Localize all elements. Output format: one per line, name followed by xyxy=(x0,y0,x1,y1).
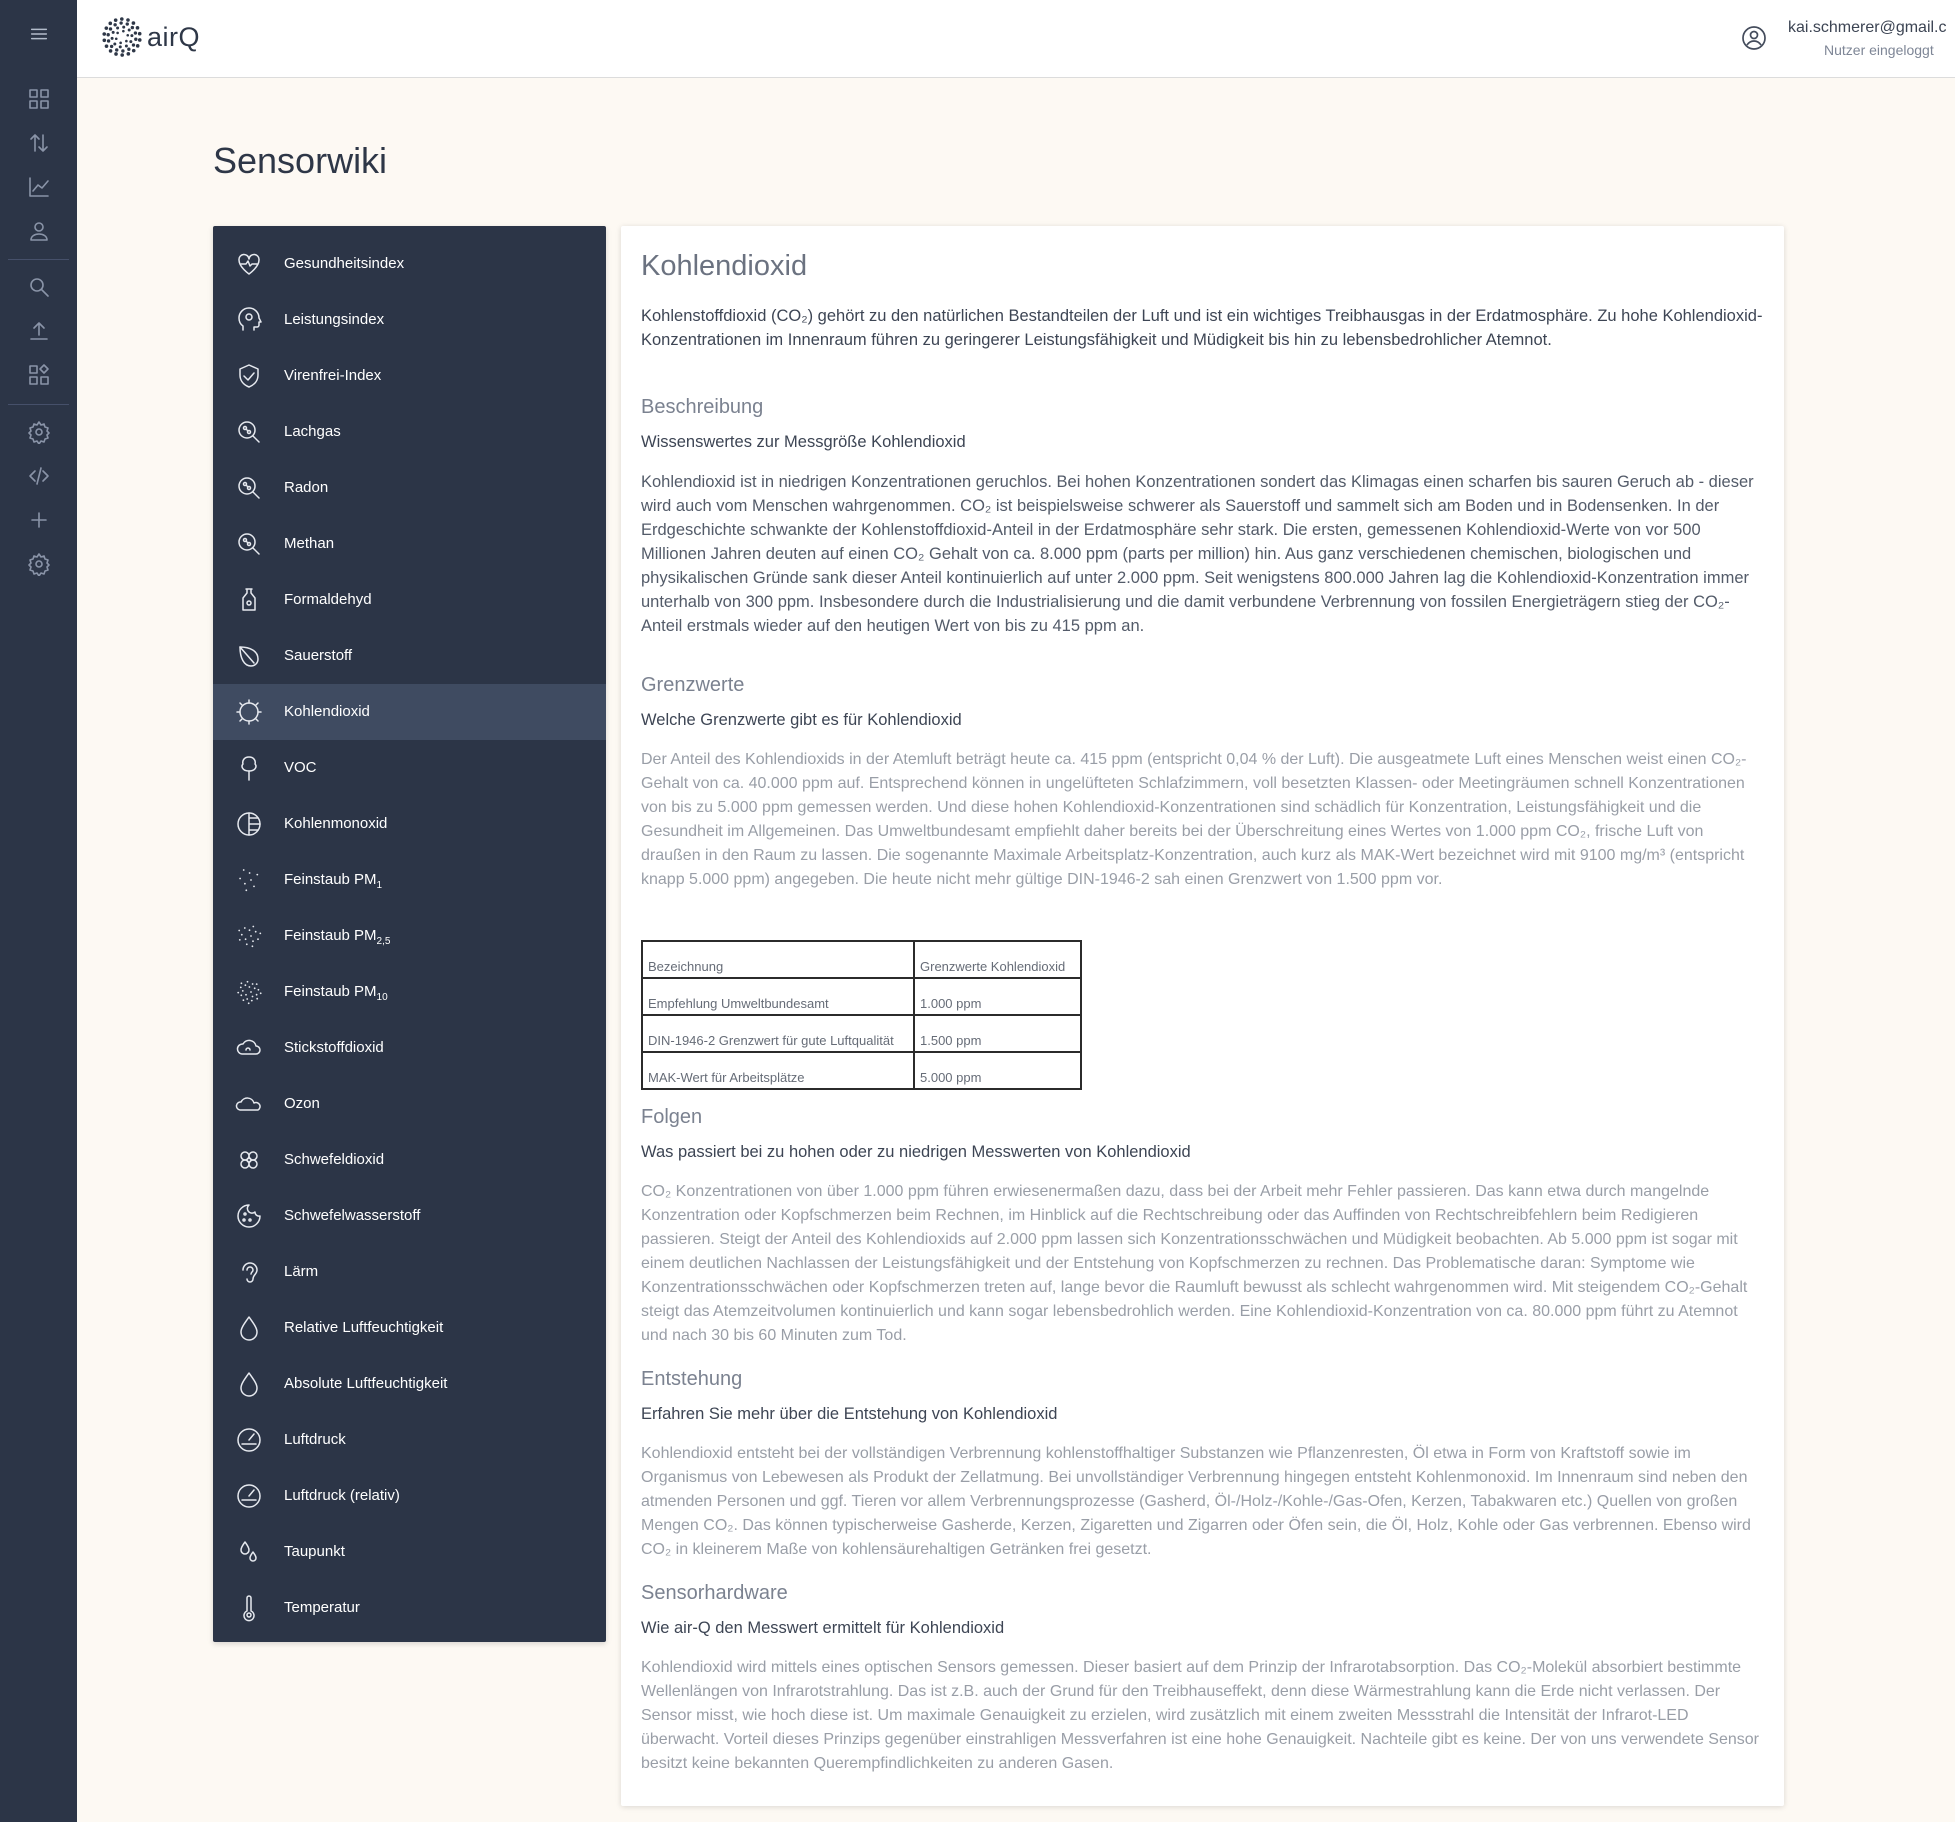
table-row xyxy=(642,1052,1081,1089)
sensor-nav-item-radon[interactable] xyxy=(213,460,606,516)
sensor-nav-label: VOC xyxy=(284,759,317,776)
sensor-nav-label-subscript: 2,5 xyxy=(376,936,391,947)
rail-divider xyxy=(8,404,69,405)
heart-pulse-icon xyxy=(235,250,263,278)
dust-medium-icon xyxy=(235,922,263,950)
sensor-nav-label: Feinstaub PM xyxy=(284,983,377,1000)
sensor-nav-label: Stickstoffdioxid xyxy=(284,1039,384,1056)
section-text-entstehung: Kohlendioxid entsteht bei der vollständigen Verbrennung kohlenstoffhaltiger Substanzen wie Pflanzenresten, Öl etwa in Form von Kraftstoff sowie im Organismus von Lebewesen als Produkt der Zellatmung. Bei unvollständiger Verbrennung hingegen entsteht Kohlenmonoxid. Im Innenraum sind neben den atmenden Personen und ggf. Tieren vor allem Verbrennungsprozesse (Gasherd, Öl-/Holz-/Kohle-/Gas-Ofen, Kerzen, Tabakwaren etc.) Quellen von großen Mengen CO₂. Das können typischerweise Gasherde, Kerzen, Zigaretten und Zigarren oder Öfen sein, die Öl, Holz, Kohle oder Gas verbrennen. Ebenso wird CO₂ in kleinerem Maße von kohlensäurehaltigen Getränken frei gesetzt. xyxy=(641,1445,1751,1558)
rail-divider xyxy=(8,259,69,260)
sensor-nav-label: Temperatur xyxy=(284,1599,360,1616)
shield-check-icon xyxy=(235,362,263,390)
sensor-nav-label-subscript: 10 xyxy=(376,992,388,1003)
sensor-nav-label: Absolute Luftfeuchtigkeit xyxy=(284,1375,448,1392)
cookie-icon xyxy=(235,1202,263,1230)
limits-table xyxy=(641,940,1082,1090)
sensor-nav-label: Radon xyxy=(284,479,329,496)
section-heading-beschreibung: Beschreibung xyxy=(641,396,764,418)
section-text-beschreibung: Kohlendioxid ist in niedrigen Konzentrationen geruchlos. Bei hohen Konzentrationen sondert das Klimagas einen scharfen bis sauren Geruch ab - dieser wird auch vom Menschen wahrgenommen. CO₂ ist beispielsweise schwerer als Sauerstoff und sammelt sich am Boden und in Bodensenken. In der Erdgeschichte schwankte der Kohlenstoffdioxid-Anteil in der Erdatmosphäre sehr stark. Die ersten, gemessenen Kohlendioxid-Werte von vor 500 Millionen Jahren deuten auf einen CO₂ Gehalt von ca. 8.000 ppm (parts per million) hin. Aus ganz verschiedenen chemischen, biologischen und physikalischen Gründe sank dieser Anteil kontinuierlich auf unter 2.000 ppm. Seit wenigstens 800.000 Jahren lag die Kohlendioxid-Konzentration immer unterhalb von 300 ppm. Insbesondere durch die Industrialisierung und die damit verbundene Verbrennung von fossilen Energieträgern stieg der CO₂-Anteil erstmals wieder auf den heutigen Wert von bis zu 415 ppm an. xyxy=(641,473,1754,635)
sensor-nav-item-feinstaub-pm-1[interactable] xyxy=(213,852,606,908)
airq-logo[interactable] xyxy=(99,14,200,60)
molecule-search-icon xyxy=(235,474,263,502)
sensor-nav-item-stickstoffdioxid[interactable] xyxy=(213,1020,606,1076)
sensor-nav-item-kohlendioxid[interactable] xyxy=(213,684,606,740)
sensor-nav-item-absolute-luftfeuchtigkeit[interactable] xyxy=(213,1356,606,1412)
sensor-nav-item-lärm[interactable] xyxy=(213,1244,606,1300)
table-row xyxy=(642,1015,1081,1052)
sensor-nav-label: Formaldehyd xyxy=(284,591,372,608)
sensor-nav-item-virenfrei-index[interactable] xyxy=(213,348,606,404)
logo-text: airQ xyxy=(147,21,201,52)
sensor-nav-item-leistungsindex[interactable] xyxy=(213,292,606,348)
bottle-icon xyxy=(235,586,263,614)
section-heading-entstehung: Entstehung xyxy=(641,1368,743,1390)
section-subtitle-entstehung: Erfahren Sie mehr über die Entstehung von Kohlendioxid xyxy=(641,1405,1058,1423)
sensor-article xyxy=(621,226,1784,1806)
gauge-icon xyxy=(235,1426,263,1454)
sensor-nav-label: Kohlenmonoxid xyxy=(284,815,388,832)
cloud-flower-icon xyxy=(235,1146,263,1174)
section-text-sensorhardware: Kohlendioxid wird mittels eines optischen Sensors gemessen. Dieser basiert auf dem Prinzip der Infrarotabsorption. Das CO₂-Molekül absorbiert bestimmte Wellenlängen von Infrarotstrahlung. Das ist z.B. auch der Grund für den Treibhauseffekt, denn diese Wärmestrahlung kann die Erde nicht verlassen. Der Sensor misst, wie hoch diese ist. Um maximale Genauigkeit zu erzielen, wird zusätzlich mit einem zweiten Messstrahl die Intensität der Infrarot-LED überwacht. Vorteil dieses Prinzips gegenüber einstrahligen Messverfahren ist eine hohe Genauigkeit. Nachteile gibt es keine. Der von uns verwendete Sensor besitzt keine bekannten Querempfindlichkeiten zu anderen Gasen. xyxy=(641,1659,1759,1772)
sensor-nav-label: Ozon xyxy=(284,1095,320,1112)
table-header-cell: Grenzwerte Kohlendioxid xyxy=(914,941,1081,978)
user-status: Nutzer eingeloggt xyxy=(1824,42,1934,58)
thermometer-icon xyxy=(235,1594,263,1622)
half-circle-icon xyxy=(235,810,263,838)
dashboard-icon[interactable] xyxy=(0,81,77,117)
sensor-nav-label: Gesundheitsindex xyxy=(284,255,405,272)
airq-logo-dots-icon xyxy=(99,14,145,60)
sensor-nav-label: Sauerstoff xyxy=(284,647,353,664)
sensor-nav-item-kohlenmonoxid[interactable] xyxy=(213,796,606,852)
sensor-nav-label-wrap xyxy=(284,871,382,891)
sensor-nav-item-luftdruck[interactable] xyxy=(213,1412,606,1468)
table-cell: 1.500 ppm xyxy=(914,1015,1081,1052)
section-text-folgen: CO₂ Konzentrationen von über 1.000 ppm führen erwiesenermaßen dazu, dass bei der Arbeit mehr Fehler passieren. Das kann etwa durch mangelnde Konzentration oder Kopfschmerzen beim Rechnen, im Hinblick auf die Rechtschreibung oder das Auffinden von Rechtschreibfehlern beim Redigieren passieren. Steigt der Anteil des Kohlendioxids auf 2.000 ppm lassen sich Konzentrationsschwächen und Müdigkeit beobachten. Ab 5.000 ppm ist sogar mit einem deutlichen Nachlassen der Leistungsfähigkeit und der Entstehung von Kopfschmerzen zu rechnen. Das Problematische daran: Symptome wie Konzentrationsschwächen oder Kopfschmerzen treten auf, lange bevor die Raumluft bewusst als schlecht wahrgenommen wird. Mit steigendem CO₂-Gehalt steigt das Atemzeitvolumen kontinuierlich und kann sogar lebensbedrohlich werden. Eine Kohlendioxid-Konzentration von ca. 80.000 ppm führt zu Atemnot und nach 30 bis 60 Minuten zum Tod. xyxy=(641,1183,1748,1344)
sensor-nav-item-methan[interactable] xyxy=(213,516,606,572)
table-header-row xyxy=(642,941,1081,978)
cloud-swirl-icon xyxy=(235,1034,263,1062)
upload-icon[interactable] xyxy=(0,313,77,349)
user-email[interactable]: kai.schmerer@gmail.c xyxy=(1788,19,1947,36)
table-cell: Empfehlung Umweltbundesamt xyxy=(642,978,914,1015)
section-subtitle-grenzwerte: Welche Grenzwerte gibt es für Kohlendioxid xyxy=(641,711,962,729)
section-subtitle-beschreibung: Wissenswertes zur Messgröße Kohlendioxid xyxy=(641,433,966,451)
sensor-nav-label: Luftdruck xyxy=(284,1431,346,1448)
sensor-nav-label-subscript: 1 xyxy=(376,880,383,891)
settings-icon-2[interactable] xyxy=(0,546,77,582)
sensor-nav-label: Lachgas xyxy=(284,423,341,440)
gauge-icon xyxy=(235,1482,263,1510)
search-icon[interactable] xyxy=(0,269,77,305)
sensor-nav-item-schwefeldioxid[interactable] xyxy=(213,1132,606,1188)
sensor-nav-item-gesundheitsindex[interactable] xyxy=(213,236,606,292)
dust-dense-icon xyxy=(235,978,263,1006)
leaf-icon xyxy=(235,642,263,670)
section-subtitle-folgen: Was passiert bei zu hohen oder zu niedrigen Messwerten von Kohlendioxid xyxy=(641,1143,1191,1161)
sensor-nav-item-feinstaub-pm-10[interactable] xyxy=(213,964,606,1020)
sensor-nav-item-taupunkt[interactable] xyxy=(213,1524,606,1580)
top-bar xyxy=(77,0,1955,78)
table-cell: 5.000 ppm xyxy=(914,1052,1081,1089)
sensor-nav-item-luftdruck-relativ[interactable] xyxy=(213,1468,606,1524)
menu-icon[interactable] xyxy=(0,16,77,52)
line-chart-icon[interactable] xyxy=(0,169,77,205)
table-cell: DIN-1946-2 Grenzwert für gute Luftqualität xyxy=(642,1015,914,1052)
code-icon[interactable] xyxy=(0,458,77,494)
section-subtitle-sensorhardware: Wie air-Q den Messwert ermittelt für Kohlendioxid xyxy=(641,1619,1005,1637)
sensor-nav-item-lachgas[interactable] xyxy=(213,404,606,460)
droplets-icon xyxy=(235,1538,263,1566)
page-title: Sensorwiki xyxy=(213,140,388,181)
sensor-nav-item-feinstaub-pm-2-5[interactable] xyxy=(213,908,606,964)
sensor-nav-label: Schwefeldioxid xyxy=(284,1151,385,1168)
sensor-nav-label: Feinstaub PM xyxy=(284,871,377,888)
table-cell: 1.000 ppm xyxy=(914,978,1081,1015)
sensor-nav-label: Luftdruck (relativ) xyxy=(284,1487,400,1504)
sensor-nav-label: Taupunkt xyxy=(284,1543,345,1560)
drop-icon xyxy=(235,1314,263,1342)
sensor-nav-label: Methan xyxy=(284,535,335,552)
sensor-nav-label: Virenfrei-Index xyxy=(284,367,382,384)
co2-gear-icon xyxy=(235,698,263,726)
section-heading-folgen: Folgen xyxy=(641,1106,703,1128)
account-circle-icon[interactable] xyxy=(1741,25,1767,51)
sensor-nav-label: Schwefelwasserstoff xyxy=(284,1207,421,1224)
sensor-nav-item-sauerstoff[interactable] xyxy=(213,628,606,684)
tree-icon xyxy=(235,754,263,782)
sensor-nav-label: Leistungsindex xyxy=(284,311,385,328)
person-icon[interactable] xyxy=(0,213,77,249)
section-text-grenzwerte: Der Anteil des Kohlendioxids in der Atemluft beträgt heute ca. 415 ppm (entspricht 0,04 % der Luft). Die ausgeatmete Luft eines Menschen weist einen CO₂-Gehalt von ca. 40.000 ppm auf. Entsprechend können in ungelüfteten Schlafzimmern, voll besetzten Klassen- oder Meetingräumen schnell Konzentrationen von bis zu 5.000 ppm gemessen werden. Und diese hohen Kohlendioxid-Konzentrationen sind schädlich für Konzentration, Leistungsfähigkeit und die Gesundheit im Allgemeinen. Das Umweltbundesamt empfiehlt daher bereits bei der Überschreitung eines Wertes von 1.000 ppm CO₂, frische Luft von draußen in den Raum zu lassen. Die sogenannte Maximale Arbeitsplatz-Konzentration, auch kurz als MAK-Wert bezeichnet wird mit 9100 mg/m³ (entspricht knapp 5.000 ppm) angegeben. Die heute nicht mehr gültige DIN-1946-2 sah einen Grenzwert von 1.500 ppm vor. xyxy=(641,751,1747,888)
sensor-nav-item-formaldehyd[interactable] xyxy=(213,572,606,628)
table-header-cell: Bezeichnung xyxy=(642,941,914,978)
sensor-nav-label-wrap xyxy=(284,983,388,1003)
section-heading-sensorhardware: Sensorhardware xyxy=(641,1582,788,1604)
cloud-icon xyxy=(235,1090,263,1118)
sensor-nav-item-temperatur[interactable] xyxy=(213,1580,606,1636)
sensor-nav-label: Lärm xyxy=(284,1263,319,1280)
dust-sparse-icon xyxy=(235,866,263,894)
settings-icon[interactable] xyxy=(0,414,77,450)
article-lead: Kohlenstoffdioxid (CO₂) gehört zu den natürlichen Bestandteilen der Luft und ist ein wichtiges Treibhausgas in der Erdatmosphäre. Zu hohe Kohlendioxid-Konzentrationen im Innenraum führen zu geringerer Leistungsfähigkeit und Müdigkeit bis hin zu lebensbedrohlicher Atemnot. xyxy=(641,307,1763,349)
widgets-icon[interactable] xyxy=(0,357,77,393)
molecule-search-icon xyxy=(235,530,263,558)
sensor-nav-item-voc[interactable] xyxy=(213,740,606,796)
section-heading-grenzwerte: Grenzwerte xyxy=(641,674,745,696)
sensor-nav-item-schwefelwasserstoff[interactable] xyxy=(213,1188,606,1244)
plus-icon[interactable] xyxy=(0,502,77,538)
table-row xyxy=(642,978,1081,1015)
sensor-nav xyxy=(213,226,606,1642)
app-rail xyxy=(0,0,77,1822)
sensor-nav-item-relative-luftfeuchtigkeit[interactable] xyxy=(213,1300,606,1356)
head-brain-icon xyxy=(235,306,263,334)
sensor-nav-item-ozon[interactable] xyxy=(213,1076,606,1132)
sensor-nav-label: Relative Luftfeuchtigkeit xyxy=(284,1319,444,1336)
sensor-nav-label: Feinstaub PM xyxy=(284,927,377,944)
table-cell: MAK-Wert für Arbeitsplätze xyxy=(642,1052,914,1089)
drop-icon xyxy=(235,1370,263,1398)
ear-icon xyxy=(235,1258,263,1286)
molecule-search-icon xyxy=(235,418,263,446)
sort-arrows-icon[interactable] xyxy=(0,125,77,161)
sensor-nav-label-wrap xyxy=(284,927,390,947)
article-title: Kohlendioxid xyxy=(641,250,808,282)
sensor-nav-label: Kohlendioxid xyxy=(284,703,370,720)
